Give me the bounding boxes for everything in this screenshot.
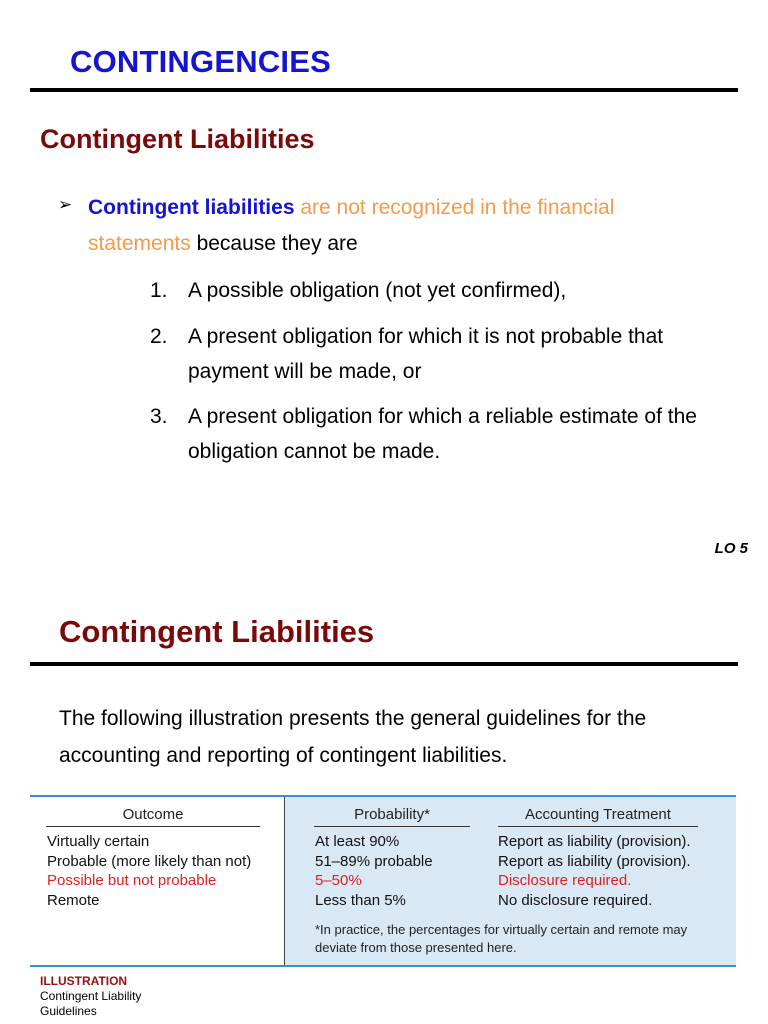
- bullet-paragraph: [88, 190, 718, 262]
- caption-title: ILLUSTRATION: [40, 974, 128, 988]
- bullet-rest-text: because they are: [196, 232, 358, 255]
- list-item: [150, 319, 710, 394]
- slide-heading: Contingent Liabilities: [59, 614, 375, 649]
- list-number: 1.: [150, 279, 168, 302]
- cell-treatment: No disclosure required.: [498, 892, 653, 909]
- header-accounting-treatment: Accounting Treatment: [498, 806, 698, 827]
- list-number: 2.: [150, 325, 168, 348]
- list-text: A possible obligation (not yet confirmed),: [188, 279, 567, 302]
- learning-objective-label: LO 5: [714, 540, 748, 557]
- outcome-column: [30, 797, 285, 965]
- intro-paragraph: The following illustration presents the general guidelines for the accounting and reporting of contingent liabilities.: [59, 707, 647, 767]
- title-underline: [30, 88, 738, 92]
- bullet-arrow-icon: ➢: [58, 195, 73, 214]
- table-footnote: *In practice, the percentages for virtually certain and remote may deviate from those presented here.: [315, 922, 688, 955]
- header-probability: Probability*: [314, 806, 470, 827]
- header-outcome: Outcome: [46, 806, 260, 827]
- highlight-not-recognized: are not recognized in the financial: [300, 196, 615, 219]
- cell-probability: 5–50%: [315, 872, 362, 889]
- cell-outcome: Virtually certain: [47, 833, 150, 850]
- section-heading: Contingent Liabilities: [40, 124, 315, 154]
- list-text: A present obligation for which it is not probable that payment will be made, or: [188, 325, 664, 383]
- cell-probability: At least 90%: [315, 833, 400, 850]
- list-text: A present obligation for which a reliable estimate of the obligation cannot be made.: [188, 405, 697, 463]
- cell-outcome: Possible but not probable: [47, 872, 217, 889]
- list-item: [150, 273, 710, 313]
- highlight-statements: statements: [88, 232, 191, 255]
- list-item: [150, 399, 710, 474]
- cell-outcome: Remote: [47, 892, 100, 909]
- cell-treatment: Disclosure required.: [498, 872, 632, 889]
- slide-title: CONTINGENCIES: [70, 44, 331, 79]
- cell-treatment: Report as liability (provision).: [498, 833, 691, 850]
- illustration-caption: [40, 974, 141, 1019]
- term-contingent-liabilities: Contingent liabilities: [88, 196, 295, 219]
- list-number: 3.: [150, 405, 168, 428]
- cell-probability: 51–89% probable: [315, 853, 433, 870]
- caption-line: Contingent Liability: [40, 989, 142, 1003]
- probability-treatment-panel: [285, 797, 736, 965]
- caption-line: Guidelines: [40, 1004, 97, 1018]
- cell-outcome: Probable (more likely than not): [47, 853, 252, 870]
- heading-underline: [30, 662, 738, 666]
- cell-probability: Less than 5%: [315, 892, 406, 909]
- cell-treatment: Report as liability (provision).: [498, 853, 691, 870]
- guidelines-table: [30, 795, 736, 967]
